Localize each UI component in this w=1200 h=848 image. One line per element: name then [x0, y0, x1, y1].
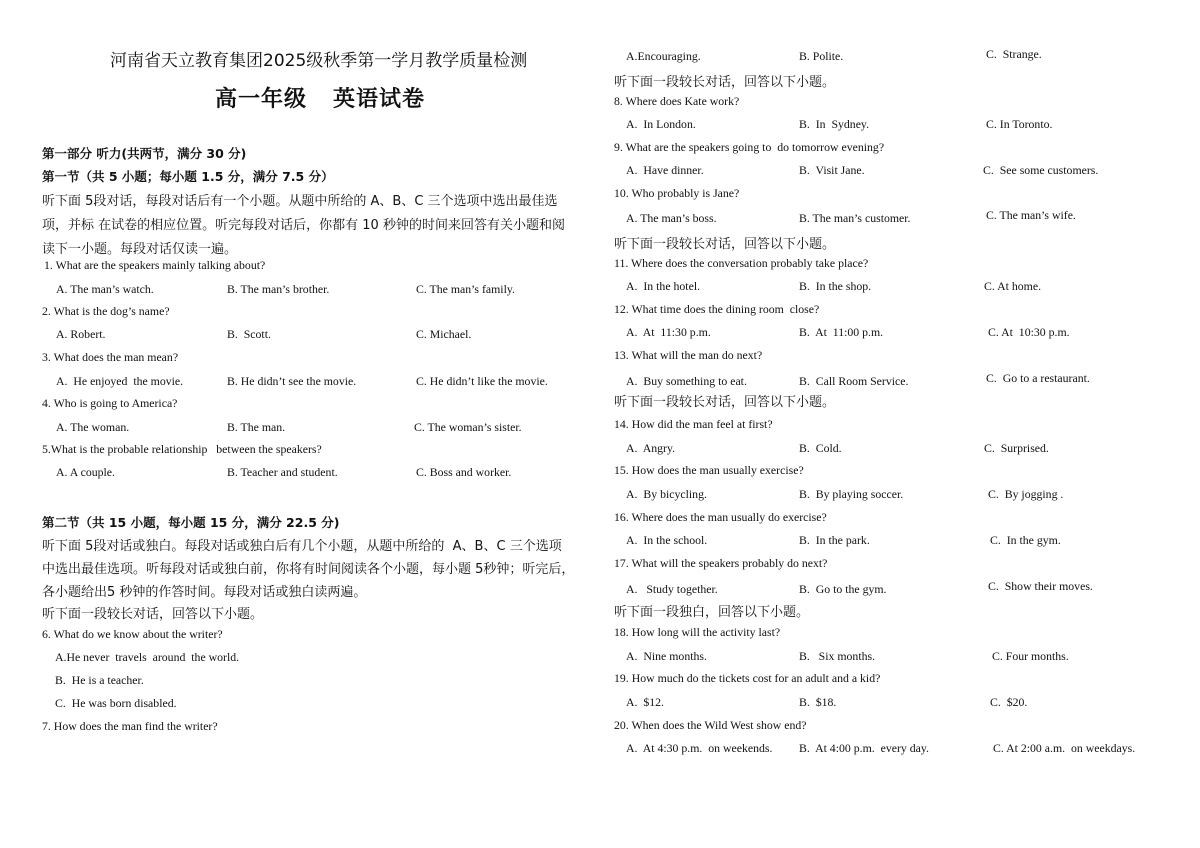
question-stem-4: 4. Who is going to America?: [42, 396, 178, 410]
option-15b: B. By playing soccer.: [799, 487, 904, 501]
question-stem-8: 8. Where does Kate work?: [614, 94, 740, 108]
option-15c: C. By jogging .: [988, 487, 1064, 501]
option-19a: A. $12.: [626, 695, 665, 709]
option-6a: A.He never travels around the world.: [55, 650, 240, 664]
question-stem-17: 17. What will the speakers probably do next?: [614, 556, 828, 570]
option-16a: A. In the school.: [626, 533, 708, 547]
option-11b: B. In the shop.: [799, 279, 872, 293]
listen-prompt-long-2: 听下面一段较长对话，回答以下小题。: [614, 75, 836, 90]
option-2a: A. Robert.: [56, 327, 106, 341]
option-17a: A. Study together.: [626, 582, 718, 596]
question-stem-2: 2. What is the dog’s name?: [42, 304, 170, 318]
option-17b: B. Go to the gym.: [799, 582, 887, 596]
question-stem-10: 10. Who probably is Jane?: [614, 186, 740, 200]
question-stem-5: 5.What is the probable relationship between the speakers?: [42, 442, 322, 456]
listen-prompt-long-4: 听下面一段较长对话，回答以下小题。: [614, 395, 836, 410]
option-20c: C. At 2:00 a.m. on weekdays.: [993, 741, 1136, 755]
option-6b: B. He is a teacher.: [55, 673, 144, 687]
exam-title: 高一年级 英语试卷: [215, 87, 425, 112]
option-4c: C. The woman’s sister.: [414, 420, 522, 434]
section1-heading: 第一节（共 5 小题；每小题 1.5 分，满分 7.5 分）: [42, 169, 334, 184]
option-14b: B. Cold.: [799, 441, 842, 455]
question-stem-13: 13. What will the man do next?: [614, 348, 763, 362]
option-9a: A. Have dinner.: [626, 163, 704, 177]
option-2c: C. Michael.: [416, 327, 472, 341]
option-1c: C. The man’s family.: [416, 282, 515, 296]
question-stem-9: 9. What are the speakers going to do tomorrow evening?: [614, 140, 885, 154]
option-3b: B. He didn’t see the movie.: [227, 374, 357, 388]
option-13b: B. Call Room Service.: [799, 374, 909, 388]
option-18c: C. Four months.: [992, 649, 1069, 663]
option-2b: B. Scott.: [227, 327, 271, 341]
part1-heading: 第一部分 听力(共两节，满分 30 分): [42, 146, 247, 161]
option-1a: A. The man’s watch.: [56, 282, 154, 296]
question-stem-3: 3. What does the man mean?: [42, 350, 179, 364]
option-3c: C. He didn’t like the movie.: [416, 374, 548, 388]
section2-instruction-line2: 中选出最佳选项。听每段对话或独白前，你将有时间阅读各个小题，每小题 5秒钟；听完后，: [42, 562, 575, 577]
listen-prompt-monologue: 听下面一段独白，回答以下小题。: [614, 605, 810, 620]
option-11a: A. In the hotel.: [626, 279, 701, 293]
option-19c: C. $20.: [990, 695, 1028, 709]
option-9b: B. Visit Jane.: [799, 163, 865, 177]
option-7b: B. Polite.: [799, 49, 844, 63]
option-1b: B. The man’s brother.: [227, 282, 330, 296]
school-line: 河南省天立教育集团2025级秋季第一学月教学质量检测: [110, 51, 528, 71]
option-5b: B. Teacher and student.: [227, 465, 338, 479]
section2-instruction-line1: 听下面 5段对话或独白。每段对话或独白后有几个小题，从题中所给的 A、B、C 三个选项: [42, 539, 562, 554]
option-9c: C. See some customers.: [983, 163, 1099, 177]
question-stem-14: 14. How did the man feel at first?: [614, 417, 773, 431]
option-5c: C. Boss and worker.: [416, 465, 512, 479]
listen-prompt-long-1: 听下面一段较长对话，回答以下小题。: [42, 607, 264, 622]
section1-instruction-line2: 项，并标 在试卷的相应位置。听完每段对话后，你都有 10 秒钟的时间来回答有关小题和阅: [42, 218, 565, 233]
option-11c: C. At home.: [984, 279, 1042, 293]
option-16c: C. In the gym.: [990, 533, 1061, 547]
option-20a: A. At 4:30 p.m. on weekends.: [626, 741, 773, 755]
option-19b: B. $18.: [799, 695, 837, 709]
option-14a: A. Angry.: [626, 441, 676, 455]
question-stem-12: 12. What time does the dining room close?: [614, 302, 820, 316]
option-5a: A. A couple.: [56, 465, 115, 479]
option-12a: A. At 11:30 p.m.: [626, 325, 711, 339]
listen-prompt-long-3: 听下面一段较长对话，回答以下小题。: [614, 237, 836, 252]
option-4a: A. The woman.: [56, 420, 130, 434]
option-7a: A.Encouraging.: [626, 49, 701, 63]
question-stem-6: 6. What do we know about the writer?: [42, 627, 223, 641]
section2-instruction-line3: 各小题给出5 秒钟的作答时间。每段对话或独白读两遍。: [42, 585, 367, 600]
question-stem-18: 18. How long will the activity last?: [614, 625, 781, 639]
option-8b: B. In Sydney.: [799, 117, 870, 131]
option-7c: C. Strange.: [986, 47, 1042, 61]
option-13c: C. Go to a restaurant.: [986, 371, 1090, 385]
question-stem-15: 15. How does the man usually exercise?: [614, 463, 804, 477]
option-8c: C. In Toronto.: [986, 117, 1053, 131]
option-14c: C. Surprised.: [984, 441, 1049, 455]
option-17c: C. Show their moves.: [988, 579, 1093, 593]
option-18b: B. Six months.: [799, 649, 876, 663]
option-3a: A. He enjoyed the movie.: [56, 374, 184, 388]
question-stem-19: 19. How much do the tickets cost for an adult and a kid?: [614, 671, 881, 685]
section2-heading: 第二节（共 15 小题，每小题 15 分，满分 22.5 分): [42, 515, 340, 530]
option-15a: A. By bicycling.: [626, 487, 707, 501]
option-10b: B. The man’s customer.: [799, 211, 911, 225]
option-16b: B. In the park.: [799, 533, 870, 547]
question-stem-20: 20. When does the Wild West show end?: [614, 718, 807, 732]
option-8a: A. In London.: [626, 117, 696, 131]
question-stem-7: 7. How does the man find the writer?: [42, 719, 218, 733]
option-12c: C. At 10:30 p.m.: [988, 325, 1070, 339]
option-10a: A. The man’s boss.: [626, 211, 717, 225]
section1-instruction-line3: 读下一小题。每段对话仅读一遍。: [42, 242, 238, 257]
option-12b: B. At 11:00 p.m.: [799, 325, 884, 339]
option-6c: C. He was born disabled.: [55, 696, 177, 710]
section1-instruction-line1: 听下面 5段对话，每段对话后有一个小题。从题中所给的 A、B、C 三个选项中选出最佳选: [42, 194, 558, 209]
question-stem-1: 1. What are the speakers mainly talking about?: [44, 258, 266, 272]
option-20b: B. At 4:00 p.m. every day.: [799, 741, 929, 755]
option-4b: B. The man.: [227, 420, 286, 434]
option-13a: A. Buy something to eat.: [626, 374, 747, 388]
question-stem-16: 16. Where does the man usually do exercise?: [614, 510, 827, 524]
option-10c: C. The man’s wife.: [986, 208, 1076, 222]
option-18a: A. Nine months.: [626, 649, 707, 663]
question-stem-11: 11. Where does the conversation probably take place?: [614, 256, 869, 270]
